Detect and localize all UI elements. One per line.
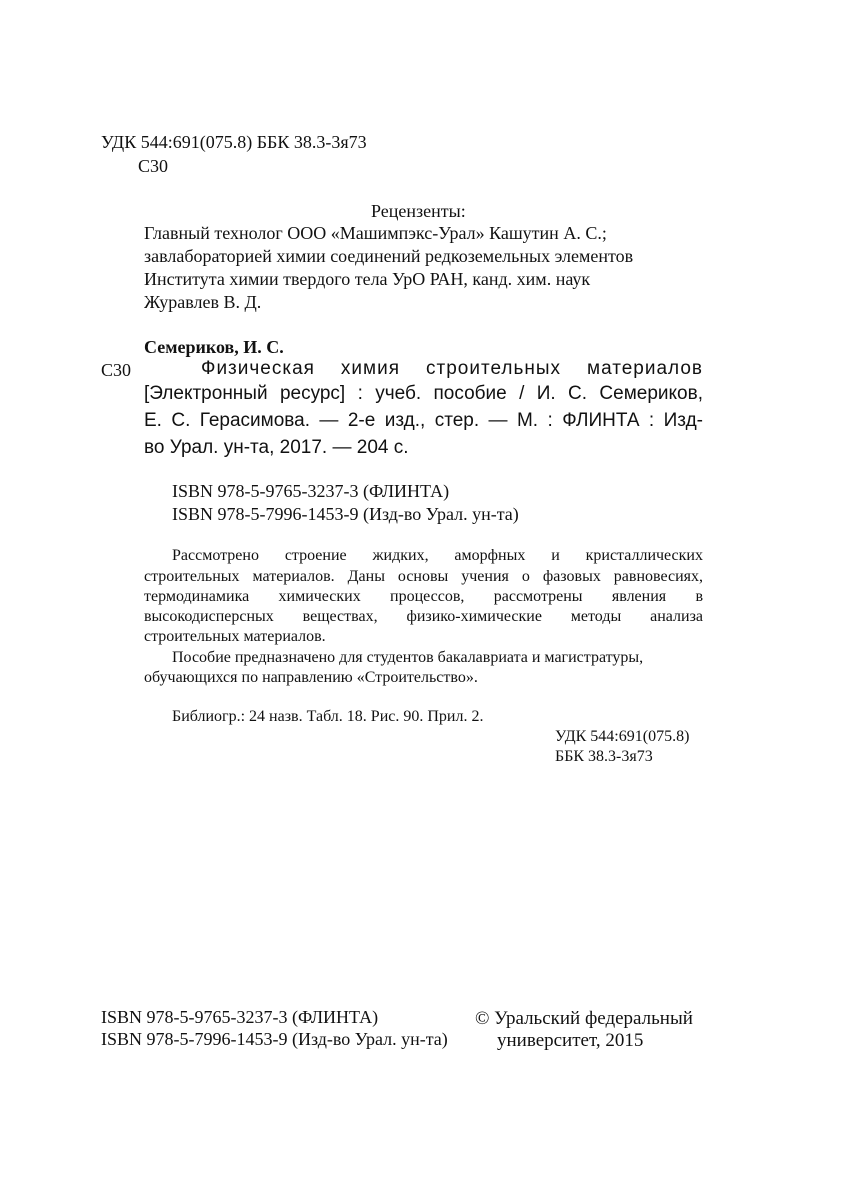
- footer-isbn: ISBN 978-5-7996-1453-9 (Изд-во Урал. ун-та): [101, 1029, 448, 1049]
- reviewers-title: Рецензенты:: [371, 201, 466, 221]
- reviewer-line: Журавлев В. Д.: [144, 292, 262, 312]
- header-code: С30: [138, 156, 169, 176]
- author-heading: Семериков, И. С.: [144, 337, 284, 357]
- purpose-line: Пособие предназначено для студентов бакалавриата и магистратуры,: [172, 649, 644, 666]
- annotation-bbk: ББК 38.3-3я73: [555, 748, 653, 765]
- purpose-line: обучающихся по направлению «Строительство».: [144, 669, 478, 686]
- annotation-line: строительных материалов.: [144, 628, 326, 645]
- record-line: во Урал. ун-та, 2017. — 204 с.: [144, 437, 409, 458]
- reviewer-line: Главный технолог ООО «Машимпэкс-Урал» Кашутин А. С.;: [144, 223, 607, 243]
- footer-isbn: ISBN 978-5-9765-3237-3 (ФЛИНТА): [101, 1007, 379, 1027]
- record-line: Е. С. Герасимова. — 2-е изд., стер. — М. : ФЛИНТА : Изд-: [144, 410, 703, 431]
- reviewer-line: Института химии твердого тела УрО РАН, канд. хим. наук: [144, 269, 591, 289]
- record-line: [Электронный ресурс] : учеб. пособие / И. С. Семериков,: [144, 383, 703, 404]
- reviewer-line: завлабораторией химии соединений редкоземельных элементов: [144, 246, 634, 266]
- annotation-line: высокодисперсных веществах, физико-химические методы анализа: [144, 608, 703, 625]
- record-isbn: ISBN 978-5-7996-1453-9 (Изд-во Урал. ун-та): [172, 504, 519, 524]
- annotation-line: термодинамика химических процессов, рассмотрены явления в: [144, 588, 703, 605]
- record-isbn: ISBN 978-5-9765-3237-3 (ФЛИНТА): [172, 481, 450, 501]
- annotation-line: Рассмотрено строение жидких, аморфных и кристаллических: [172, 547, 703, 564]
- udk-bbk-header: УДК 544:691(075.8) ББК 38.3-3я73: [101, 132, 367, 152]
- copyright-line: © Уральский федеральный: [475, 1008, 693, 1029]
- annotation-line: строительных материалов. Даны основы учения о фазовых равновесиях,: [144, 568, 703, 585]
- copyright-line: университет, 2015: [497, 1030, 644, 1051]
- record-title-line: Физическая химия строительных материалов: [201, 358, 703, 379]
- biblio-line: Библиогр.: 24 назв. Табл. 18. Рис. 90. Прил. 2.: [172, 708, 484, 725]
- annotation-udk: УДК 544:691(075.8): [555, 728, 690, 745]
- record-code: С30: [101, 360, 132, 380]
